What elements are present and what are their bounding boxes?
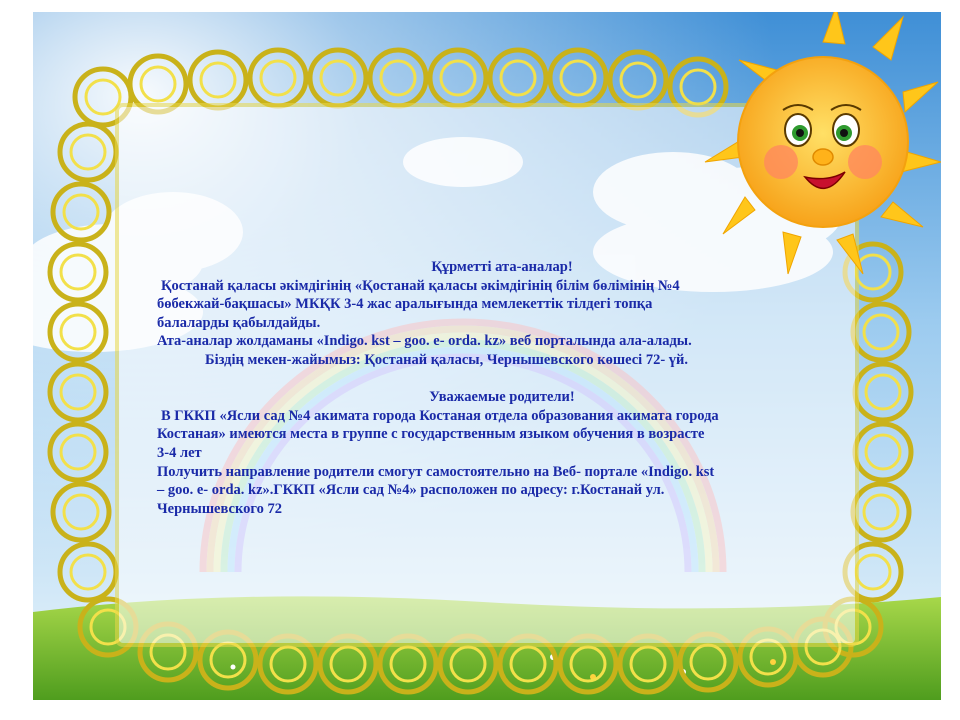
russian-line-4: Получить направление родители смогут самостоятельно на Веб- портале «Indigo. kst: [157, 463, 715, 480]
slide: [33, 12, 941, 700]
russian-line-6: Чернышевского 72: [157, 500, 282, 517]
russian-title: Уважаемые родители!: [429, 389, 575, 406]
russian-line-5: – goo. e- orda. kz».ГККП «Ясли сад №4» расположен по адресу: г.Костанай ул.: [157, 482, 665, 499]
kazakh-address: Біздің мекен-жайымыз: Қостанай қаласы, Чернышевского көшесі 72- үй.: [205, 351, 689, 368]
kazakh-title: Құрметті ата-аналар!: [431, 259, 573, 275]
russian-line-2: Костаная» имеются места в группе с государственным языком обучения в возрасте: [157, 426, 705, 443]
sun-icon: [738, 57, 908, 227]
announcement-text: [157, 258, 847, 518]
kazakh-line-1: Қостанай қаласы әкімдігінің «Қостанай қаласы әкімдігінің білім бөлімінің №4: [161, 277, 680, 294]
kazakh-line-4: Ата-аналар жолдаманы «Indigo. kst – goo. e- orda. kz» веб порталында ала-алады.: [157, 333, 692, 350]
kazakh-line-2: бөбекжай-бақшасы» МКҚК 3-4 жас аралығында мемлекеттік тілдегі топқа: [157, 296, 653, 313]
kazakh-line-3: балаларды қабылдайды.: [157, 314, 321, 331]
russian-line-1: В ГККП «Ясли сад №4 акимата города Костаная отдела образования акимата города: [161, 407, 719, 424]
spacer: [157, 370, 847, 389]
russian-line-3: 3-4 лет: [157, 444, 202, 461]
